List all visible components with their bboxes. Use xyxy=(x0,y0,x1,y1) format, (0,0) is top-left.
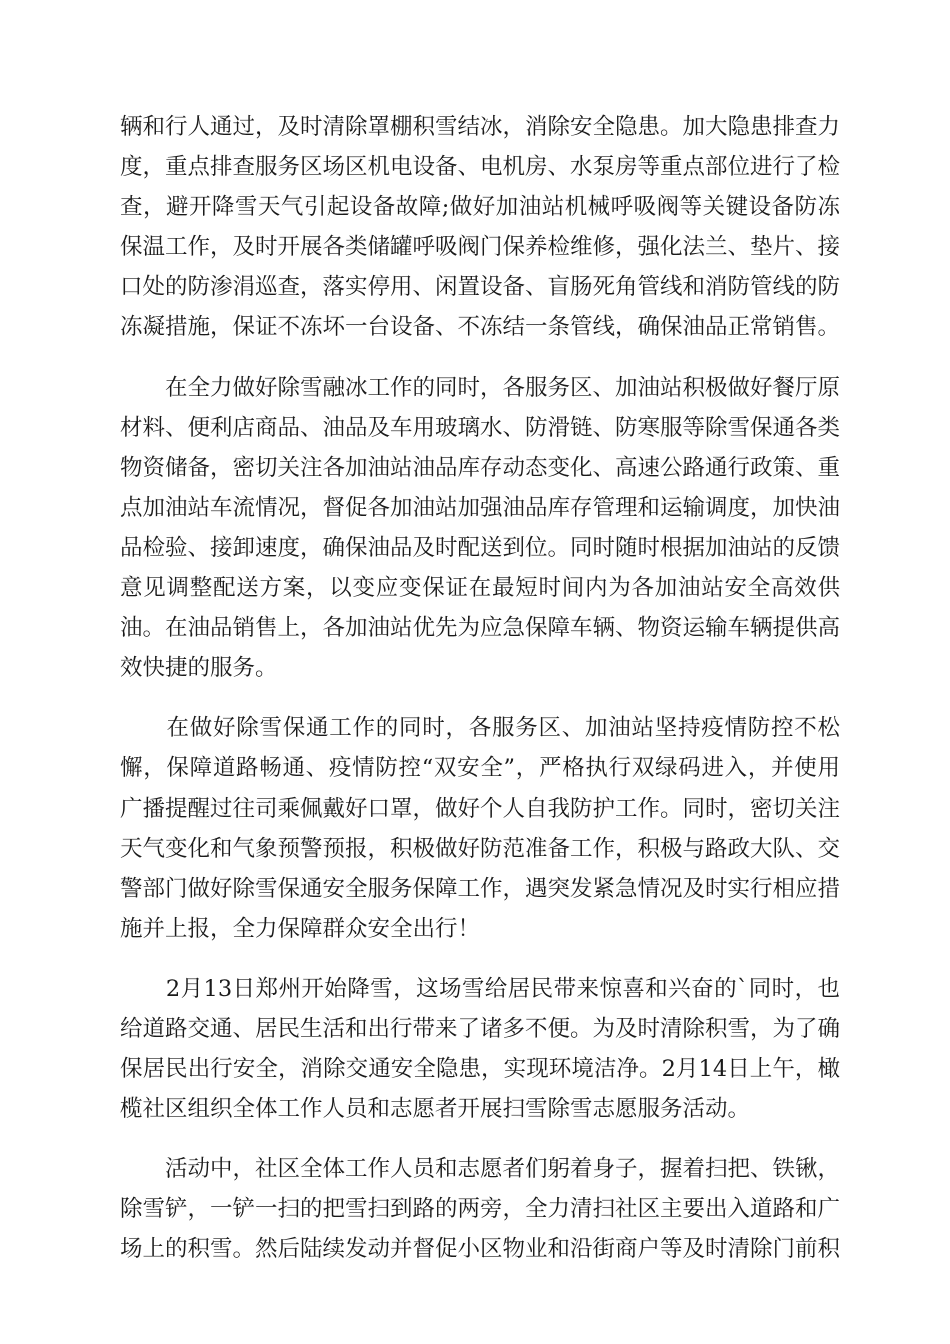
text-line: 榄社区组织全体工作人员和志愿者开展扫雪除雪志愿服务活动。 xyxy=(120,1096,751,1123)
paragraph xyxy=(120,969,840,1129)
text-line: 给道路交通、居民生活和出行带来了诸多不便。为及时清除积雪，为了确 xyxy=(120,1015,841,1042)
text-line: 活动中，社区全体工作人员和志愿者们躬着身子，握着扫把、铁锹， xyxy=(120,1156,841,1183)
text-line: 保温工作，及时开展各类储罐呼吸阀门保养检维修，强化法兰、垫片、接 xyxy=(120,234,841,261)
text-line: 意见调整配送方案，以变应变保证在最短时间内为各加油站安全高效供 xyxy=(120,575,840,602)
text-line: 保居民出行安全，消除交通安全隐患，实现环境洁净。2月14日上午，橄 xyxy=(120,1056,840,1083)
text-line: 品检验、接卸速度，确保油品及时配送到位。同时随时根据加油站的反馈 xyxy=(120,534,841,561)
text-line: 除雪铲，一铲一扫的把雪扫到路的两旁，全力清扫社区主要出入道路和广 xyxy=(120,1196,841,1223)
text-line: 冻凝措施，保证不冻坏一台设备、不冻结一条管线，确保油品正常销售。 xyxy=(120,314,841,341)
text-line: 广播提醒过往司乘佩戴好口罩，做好个人自我防护工作。同时，密切关注 xyxy=(120,795,841,822)
text-line: 警部门做好除雪保通安全服务保障工作，遇突发紧急情况及时实行相应措 xyxy=(120,875,841,902)
paragraph xyxy=(120,708,840,949)
text-line: 在全力做好除雪融冰工作的同时，各服务区、加油站积极做好餐厅原 xyxy=(120,374,841,401)
text-line: 材料、便利店商品、油品及车用玻璃水、防滑链、防寒服等除雪保通各类 xyxy=(120,414,841,441)
paragraph xyxy=(120,368,840,689)
text-line: 度，重点排查服务区场区机电设备、电机房、水泵房等重点部位进行了检 xyxy=(120,154,841,181)
document-body xyxy=(120,107,840,1290)
paragraph xyxy=(120,1149,840,1269)
text-line: 口处的防渗涓巡查，落实停用、闲置设备、盲肠死角管线和消防管线的防 xyxy=(120,274,841,301)
text-line: 场上的积雪。然后陆续发动并督促小区物业和沿街商户等及时清除门前积 xyxy=(120,1236,841,1263)
text-line: 施并上报，全力保障群众安全出行！ xyxy=(120,915,481,942)
text-line: 2月13日郑州开始降雪，这场雪给居民带来惊喜和兴奋的`同时，也 xyxy=(120,975,840,1002)
text-line: 查，避开降雪天气引起设备故障;做好加油站机械呼吸阀等关键设备防冻 xyxy=(120,194,840,221)
text-line: 物资储备，密切关注各加油站油品库存动态变化、高速公路通行政策、重 xyxy=(120,454,841,481)
text-line: 效快捷的服务。 xyxy=(120,655,278,682)
text-line: 在做好除雪保通工作的同时，各服务区、加油站坚持疫情防控不松 xyxy=(120,715,840,742)
text-line: 懈，保障道路畅通、疫情防控“双安全”，严格执行双绿码进入，并使用 xyxy=(120,755,840,782)
text-line: 天气变化和气象预警预报，积极做好防范准备工作，积极与路政大队、交 xyxy=(120,835,841,862)
paragraph xyxy=(120,107,840,348)
text-line: 辆和行人通过，及时清除罩棚积雪结冰，消除安全隐患。加大隐患排查力 xyxy=(120,114,841,140)
text-line: 点加油站车流情况，督促各加油站加强油品库存管理和运输调度，加快油 xyxy=(120,494,841,521)
text-line: 油。在油品销售上，各加油站优先为应急保障车辆、物资运输车辆提供高 xyxy=(120,615,841,642)
